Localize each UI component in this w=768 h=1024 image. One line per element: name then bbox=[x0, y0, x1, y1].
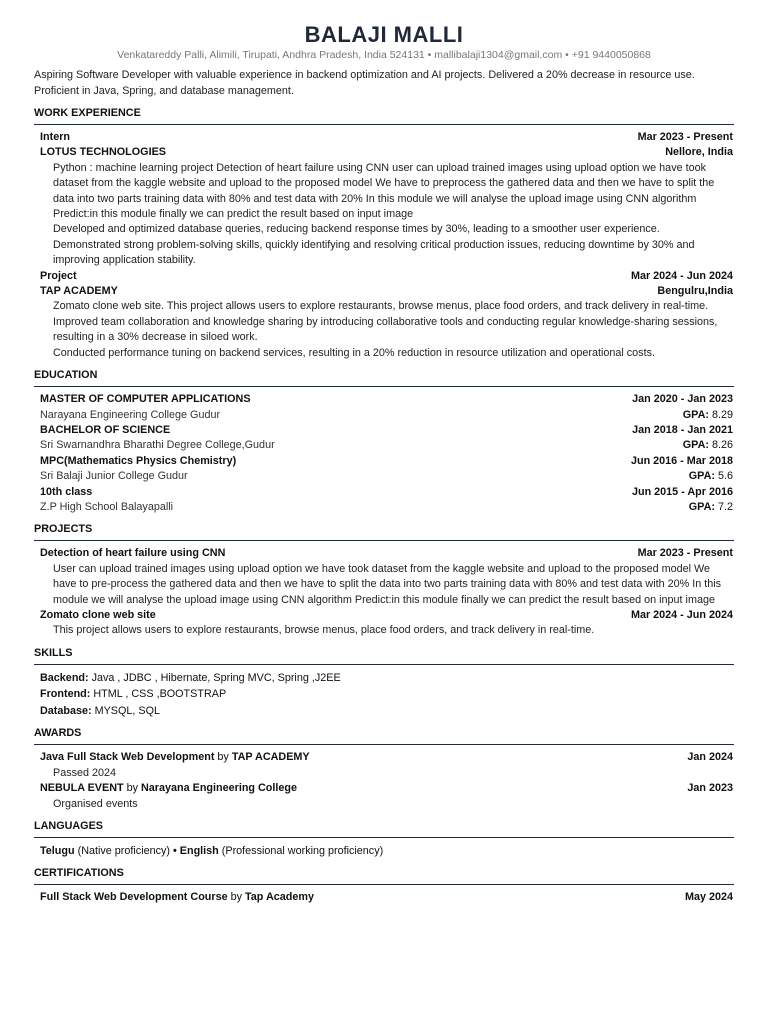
skill-label: Database: bbox=[40, 704, 92, 717]
skill-line bbox=[34, 670, 734, 687]
gpa-value: 7.2 bbox=[717, 500, 733, 513]
education-school: Z.P High School Balayapalli bbox=[40, 500, 174, 513]
work-dates: Mar 2024 - Jun 2024 bbox=[630, 269, 733, 282]
work-bullet: Python : machine learning project Detection of heart failure using CNN user can upload trained images using upload option we have took dataset from the kaggle website and upload to the proposed model We have to preprocess the gathered data and then we have to split the data into two parts training data with 80% and test data with 20% In this module we will analyse the upload image using CNN algorithm Predict:in this module finally we can predict the result based on input image bbox=[53, 161, 715, 221]
education-degree: MPC(Mathematics Physics Chemistry) bbox=[40, 454, 237, 467]
education-degree: BACHELOR OF SCIENCE bbox=[40, 423, 171, 436]
work-company: TAP ACADEMY bbox=[40, 285, 118, 298]
section-title-skills: SKILLS bbox=[34, 647, 734, 665]
work-location: Bengulru,India bbox=[657, 285, 733, 298]
certification-org: Tap Academy bbox=[245, 891, 315, 904]
education-school-row bbox=[34, 438, 734, 453]
work-role-row bbox=[34, 130, 734, 145]
candidate-name: BALAJI MALLI bbox=[304, 22, 464, 47]
education-degree-row bbox=[34, 454, 734, 469]
award-title bbox=[40, 781, 297, 796]
certification-title bbox=[40, 890, 314, 905]
work-company: LOTUS TECHNOLOGIES bbox=[40, 146, 166, 159]
award-row bbox=[34, 750, 734, 765]
education-degree-row bbox=[34, 423, 734, 438]
work-bullet: Zomato clone web site. This project allows users to explore restaurants, browse menus, place food orders, and track delivery in real-time. bbox=[53, 300, 709, 313]
education-degree: 10th class bbox=[40, 485, 93, 498]
gpa-label: GPA: bbox=[688, 470, 715, 483]
project-dates: Mar 2024 - Jun 2024 bbox=[630, 608, 733, 621]
award-date: Jan 2023 bbox=[687, 782, 733, 795]
skill-label: Backend: bbox=[40, 671, 89, 684]
award-name: Java Full Stack Web Development bbox=[40, 751, 215, 764]
education-gpa bbox=[689, 500, 733, 515]
language-name: Telugu bbox=[40, 844, 75, 857]
work-role: Intern bbox=[40, 131, 70, 143]
education-degree-row bbox=[34, 485, 734, 500]
education-school-row bbox=[34, 408, 734, 423]
education-gpa bbox=[683, 438, 733, 453]
project-dates: Mar 2023 - Present bbox=[637, 547, 733, 560]
award-by: by bbox=[126, 782, 138, 795]
skills-section bbox=[34, 647, 734, 720]
education-degree: MASTER OF COMPUTER APPLICATIONS bbox=[40, 393, 251, 406]
section-title-projects: PROJECTS bbox=[34, 523, 734, 541]
award-desc: Organised events bbox=[53, 797, 138, 810]
gpa-label: GPA: bbox=[682, 408, 709, 421]
award-org: Narayana Engineering College bbox=[141, 782, 298, 795]
education-dates: Jan 2018 - Jan 2021 bbox=[632, 423, 733, 436]
skill-label: Frontend: bbox=[40, 688, 91, 701]
certification-row bbox=[34, 890, 734, 905]
gpa-label: GPA: bbox=[682, 439, 709, 452]
work-bullet: Conducted performance tuning on backend services, resulting in a 20% reduction in resource utilization and operational costs. bbox=[53, 346, 655, 359]
education-gpa bbox=[689, 469, 733, 484]
projects-section bbox=[34, 523, 734, 638]
section-title-education: EDUCATION bbox=[34, 369, 734, 387]
work-bullet: Demonstrated strong problem-solving skills, quickly identifying and resolving critical production issues, reducing downtime by 30% and improving application stability. bbox=[53, 238, 695, 267]
award-title bbox=[40, 750, 310, 765]
summary: Aspiring Software Developer with valuable experience in backend optimization and AI projects. Delivered a 20% decrease in resource use. Proficient in Java, Spring, and database management. bbox=[34, 69, 695, 97]
languages-section bbox=[34, 820, 734, 860]
language-separator: • bbox=[173, 844, 177, 857]
skill-line bbox=[34, 703, 734, 720]
section-title-awards: AWARDS bbox=[34, 727, 734, 745]
work-role: Project bbox=[40, 269, 77, 282]
award-org: TAP ACADEMY bbox=[231, 751, 310, 764]
work-company-row bbox=[34, 145, 734, 160]
section-title-certifications: CERTIFICATIONS bbox=[34, 867, 734, 885]
work-bullet: Developed and optimized database queries, reducing backend response times by 30%, leading to a smoother user experience. bbox=[53, 223, 660, 236]
awards-section bbox=[34, 727, 734, 812]
work-bullet: Improved team collaboration and knowledge sharing by introducing collaborative tools and conducting regular knowledge-sharing sessions, resulting in a 30% decrease in siloed work. bbox=[53, 315, 718, 344]
award-row bbox=[34, 781, 734, 796]
project-desc: User can upload trained images using upload option we have took dataset from the kaggle website and upload to the proposed model We have to pre-process the gathered data and then we have to split the data into two parts training data with 80% and test data with 20% In this module we will analyse the upload image using CNN algorithm Predict:in this module finally we can predict the result based on input image bbox=[53, 562, 722, 606]
project-name: Zomato clone web site bbox=[40, 608, 156, 621]
education-school: Sri Balaji Junior College Gudur bbox=[40, 470, 188, 483]
education-degree-row bbox=[34, 392, 734, 407]
certifications-section bbox=[34, 867, 734, 905]
award-name: NEBULA EVENT bbox=[40, 782, 124, 795]
gpa-value: 5.6 bbox=[717, 470, 733, 483]
work-item bbox=[34, 130, 734, 269]
section-title-work: WORK EXPERIENCE bbox=[34, 107, 734, 125]
education-dates: Jun 2015 - Apr 2016 bbox=[631, 485, 733, 498]
project-desc: This project allows users to explore restaurants, browse menus, place food orders, and track delivery in real-time. bbox=[53, 624, 595, 637]
skill-line bbox=[34, 686, 734, 703]
certification-by: by bbox=[230, 891, 242, 904]
work-item bbox=[34, 269, 734, 361]
award-desc: Passed 2024 bbox=[53, 766, 117, 779]
certification-name: Full Stack Web Development Course bbox=[40, 891, 228, 904]
project-row bbox=[34, 546, 734, 561]
skill-value: MYSQL, SQL bbox=[94, 704, 161, 717]
gpa-label: GPA: bbox=[688, 500, 715, 513]
education-school: Narayana Engineering College Gudur bbox=[40, 408, 221, 421]
education-school-row bbox=[34, 469, 734, 484]
education-dates: Jan 2020 - Jan 2023 bbox=[632, 393, 733, 406]
work-dates: Mar 2023 - Present bbox=[637, 131, 733, 143]
education-school: Sri Swarnandhra Bharathi Degree College,Gudur bbox=[40, 439, 275, 452]
work-location: Nellore, India bbox=[665, 146, 733, 159]
award-date: Jan 2024 bbox=[687, 751, 733, 764]
skill-value: HTML , CSS ,BOOTSTRAP bbox=[93, 688, 227, 701]
education-dates: Jun 2016 - Mar 2018 bbox=[630, 454, 733, 467]
gpa-value: 8.29 bbox=[711, 408, 733, 421]
project-row bbox=[34, 608, 734, 623]
certification-date: May 2024 bbox=[684, 891, 733, 904]
skill-value: Java , JDBC , Hibernate, Spring MVC, Spring ,J2EE bbox=[91, 671, 341, 684]
award-by: by bbox=[217, 751, 229, 764]
language-level: (Professional working proficiency) bbox=[221, 844, 384, 857]
education-section bbox=[34, 369, 734, 515]
project-name: Detection of heart failure using CNN bbox=[40, 547, 226, 560]
education-gpa bbox=[683, 408, 733, 423]
language-level: (Native proficiency) bbox=[77, 844, 170, 857]
language-name: English bbox=[179, 844, 219, 857]
work-company-row bbox=[34, 284, 734, 299]
work-experience-section bbox=[34, 107, 734, 361]
contact-line: Venkatareddy Palli, Alimili, Tirupati, Andhra Pradesh, India 524131 • mallibalaji1304@gmail.com • +91 9440050868 bbox=[117, 49, 651, 61]
education-school-row bbox=[34, 500, 734, 515]
gpa-value: 8.26 bbox=[711, 439, 733, 452]
section-title-languages: LANGUAGES bbox=[34, 820, 734, 838]
languages-line bbox=[34, 843, 734, 860]
work-role-row bbox=[34, 269, 734, 284]
